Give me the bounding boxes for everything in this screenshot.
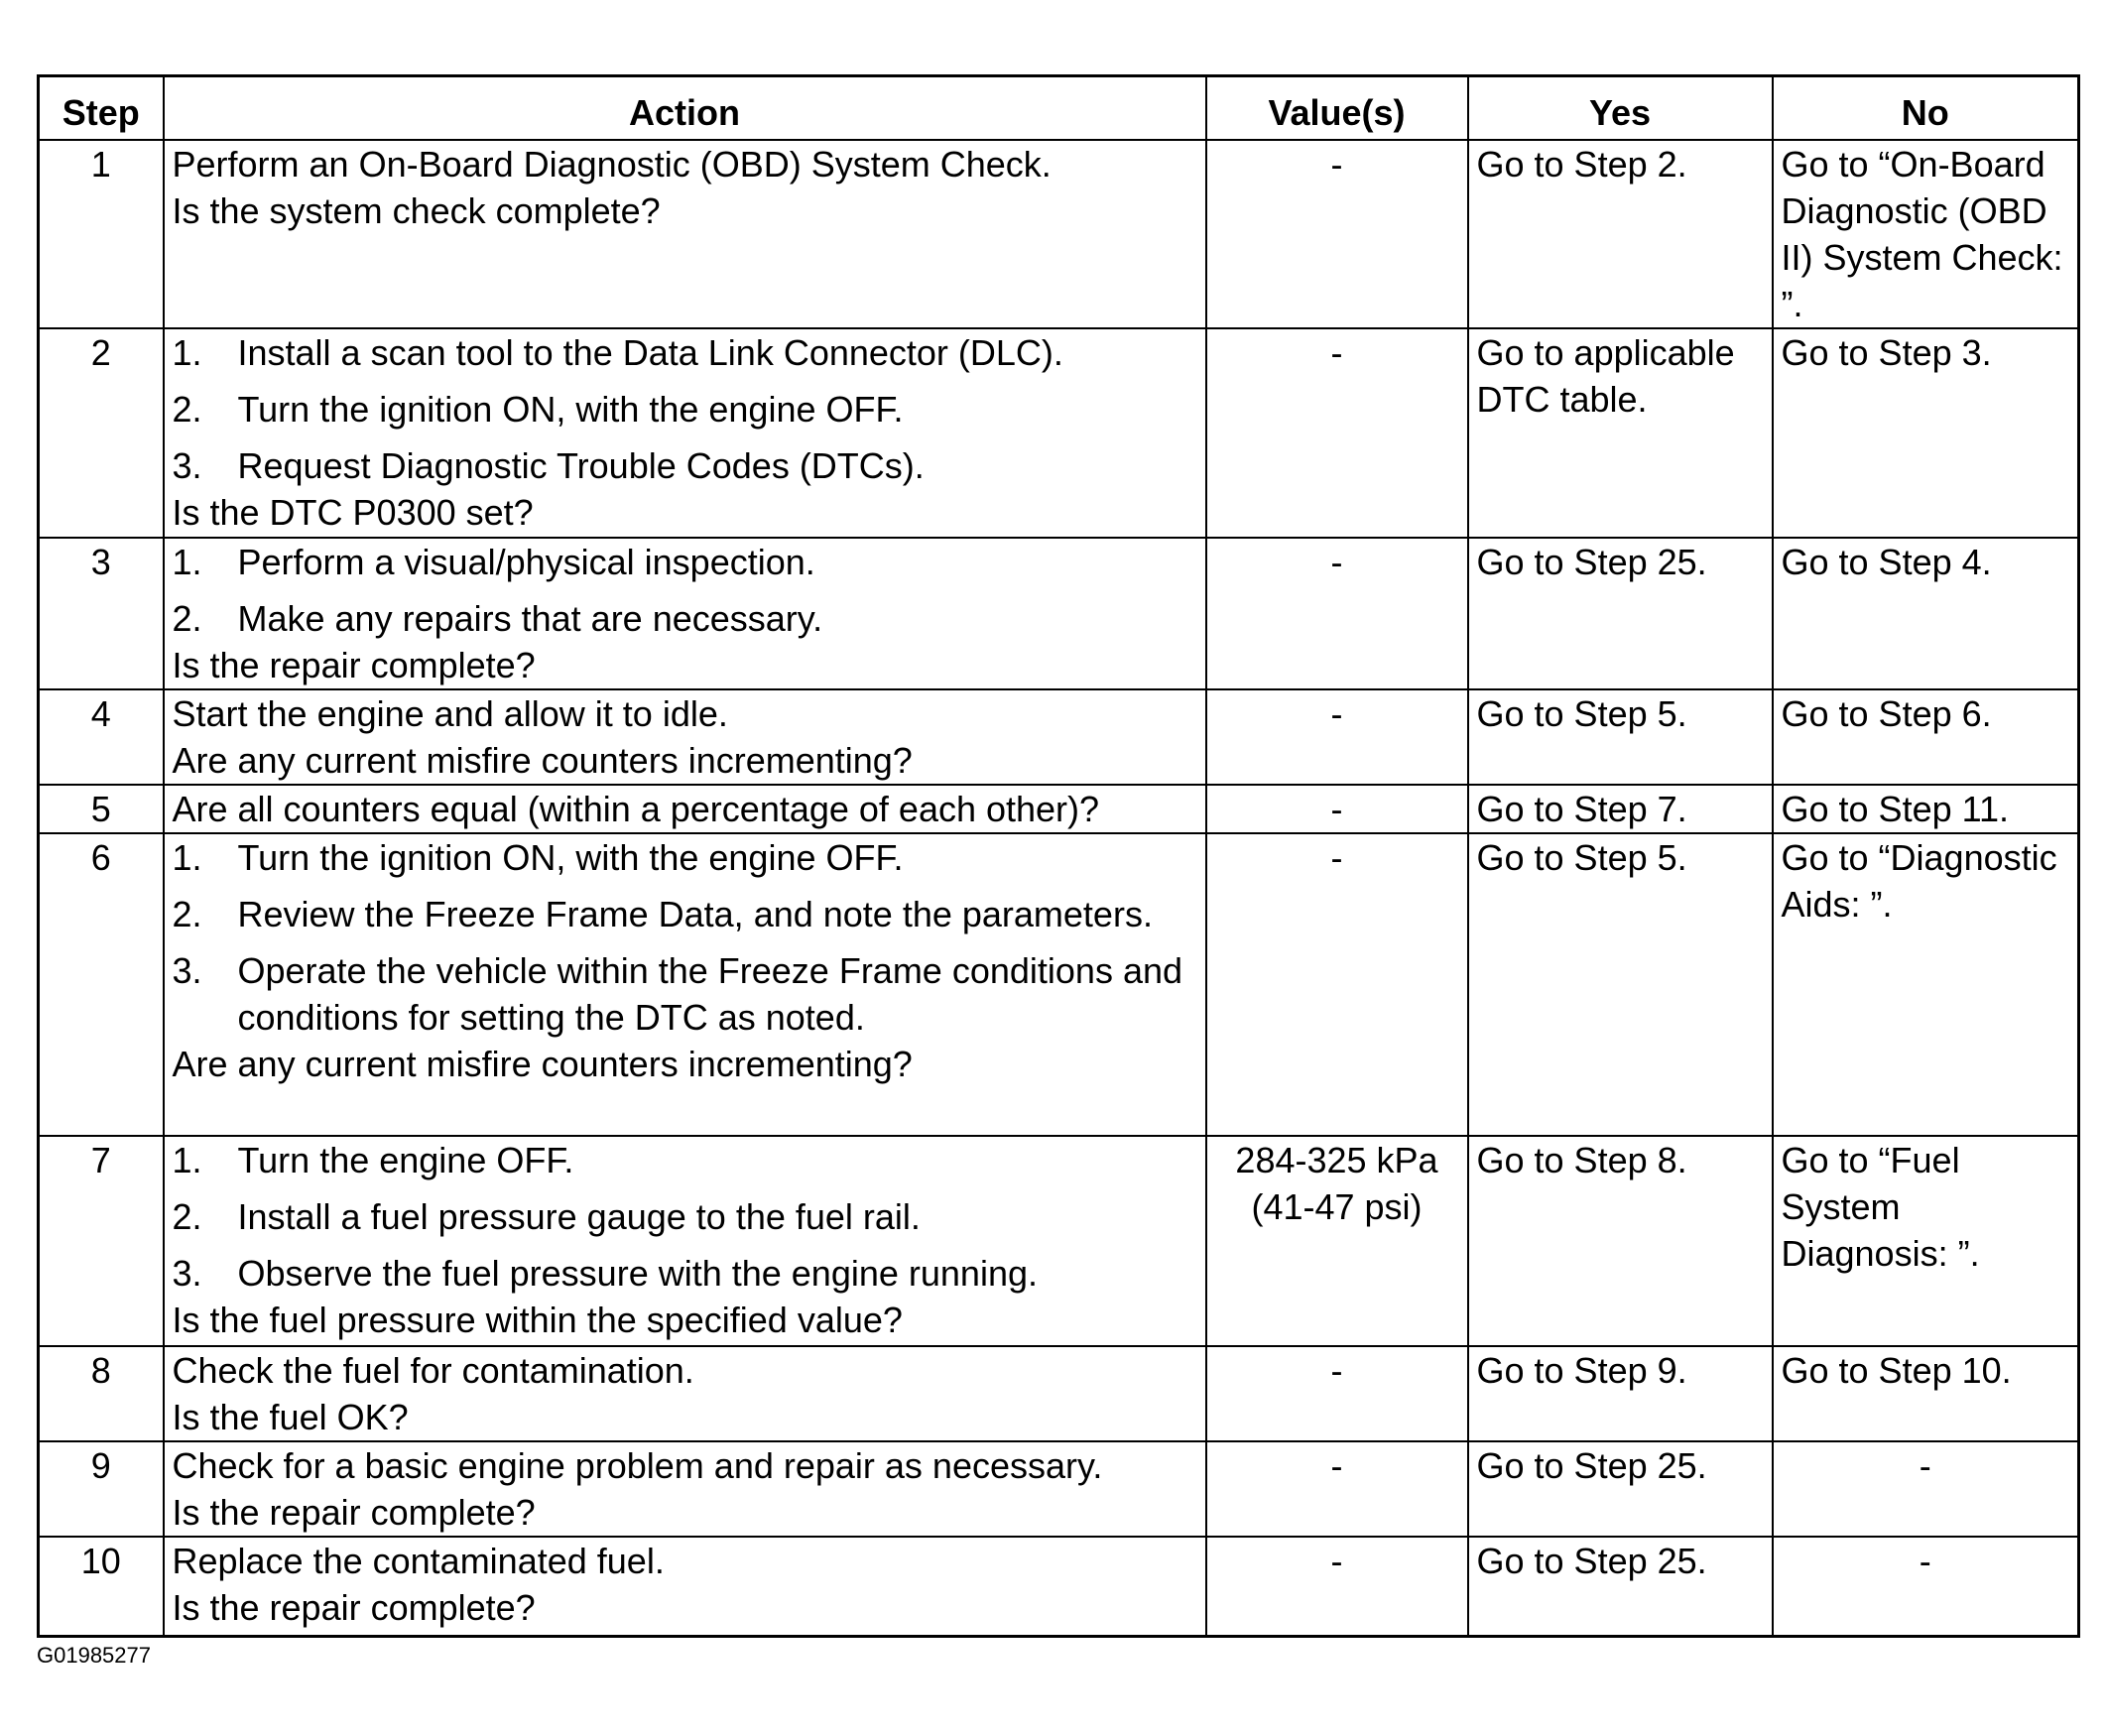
action-step-text: Request Diagnostic Trouble Codes (DTCs). <box>237 445 925 486</box>
step-number: 4 <box>39 689 164 785</box>
action-step-number: 1. <box>172 542 202 582</box>
table-row <box>39 1441 2079 1537</box>
action-step-item <box>173 595 1197 642</box>
step-number: 5 <box>39 785 164 833</box>
no-cell: Go to Step 11. <box>1773 785 2079 833</box>
action-step-number: 1. <box>172 332 202 373</box>
action-step-text: Install a fuel pressure gauge to the fuel rail. <box>237 1196 921 1237</box>
action-question: Is the DTC P0300 set? <box>172 492 534 533</box>
action-steps-list <box>173 329 1197 489</box>
value-cell: - <box>1206 140 1468 328</box>
action-steps-list <box>173 834 1197 1041</box>
table-row <box>39 140 2079 328</box>
table-row <box>39 785 2079 833</box>
action-question: Start the engine and allow it to idle. Are any current misfire counters incrementing? <box>172 693 913 781</box>
action-step-text: Turn the ignition ON, with the engine OFF. <box>237 389 904 430</box>
action-cell <box>164 1441 1206 1537</box>
yes-cell: Go to Step 25. <box>1468 538 1773 689</box>
action-step-item <box>173 1193 1197 1240</box>
header-row <box>39 76 2079 141</box>
action-step-number: 2. <box>172 389 202 430</box>
yes-cell: Go to Step 5. <box>1468 689 1773 785</box>
step-number: 9 <box>39 1441 164 1537</box>
table-row <box>39 833 2079 1136</box>
value-cell: 284-325 kPa (41-47 psi) <box>1206 1136 1468 1346</box>
table-body <box>39 140 2079 1636</box>
action-question: Perform an On-Board Diagnostic (OBD) System Check. Is the system check complete? <box>172 144 1052 231</box>
action-question: Are any current misfire counters incrementing? <box>172 1044 913 1084</box>
table-row <box>39 328 2079 538</box>
table-row <box>39 689 2079 785</box>
no-cell: - <box>1773 1537 2079 1636</box>
action-step-item <box>173 442 1197 489</box>
step-number: 8 <box>39 1346 164 1441</box>
value-cell: - <box>1206 785 1468 833</box>
figure-id: G01985277 <box>37 1643 151 1668</box>
action-step-number: 3. <box>172 1253 202 1294</box>
action-step-item <box>173 891 1197 937</box>
action-step-text: Make any repairs that are necessary. <box>237 598 823 639</box>
step-number: 6 <box>39 833 164 1136</box>
action-cell <box>164 785 1206 833</box>
no-cell: Go to “Diagnostic Aids: ”. <box>1773 833 2079 1136</box>
action-step-number: 1. <box>172 1140 202 1180</box>
action-step-text: Observe the fuel pressure with the engine running. <box>237 1253 1038 1294</box>
action-question: Is the repair complete? <box>172 645 536 685</box>
table-row <box>39 538 2079 689</box>
action-step-text: Operate the vehicle within the Freeze Frame conditions and conditions for setting the DTC as noted. <box>237 950 1183 1038</box>
no-cell: Go to “Fuel System Diagnosis: ”. <box>1773 1136 2079 1346</box>
action-cell <box>164 1537 1206 1636</box>
header-action: Action <box>164 76 1206 141</box>
action-steps-list <box>173 1137 1197 1297</box>
action-step-text: Install a scan tool to the Data Link Connector (DLC). <box>237 332 1063 373</box>
no-cell: Go to Step 4. <box>1773 538 2079 689</box>
diagnostic-table <box>37 74 2080 1638</box>
action-step-item <box>173 1250 1197 1297</box>
action-step-item <box>173 1137 1197 1183</box>
header-no: No <box>1773 76 2079 141</box>
action-cell <box>164 1136 1206 1346</box>
yes-cell: Go to Step 5. <box>1468 833 1773 1136</box>
action-cell <box>164 1346 1206 1441</box>
action-step-number: 1. <box>172 837 202 878</box>
yes-cell: Go to applicable DTC table. <box>1468 328 1773 538</box>
action-step-number: 2. <box>172 1196 202 1237</box>
action-question: Replace the contaminated fuel. Is the repair complete? <box>172 1541 665 1628</box>
diagnostic-table-container <box>37 74 2077 1638</box>
action-step-item <box>173 539 1197 585</box>
header-step: Step <box>39 76 164 141</box>
yes-cell: Go to Step 25. <box>1468 1441 1773 1537</box>
yes-cell: Go to Step 2. <box>1468 140 1773 328</box>
action-step-item <box>173 386 1197 433</box>
action-question: Check the fuel for contamination. Is the fuel OK? <box>172 1350 694 1437</box>
action-step-number: 3. <box>172 950 202 991</box>
action-steps-list <box>173 539 1197 642</box>
action-cell <box>164 538 1206 689</box>
table-row <box>39 1346 2079 1441</box>
action-step-text: Review the Freeze Frame Data, and note the parameters. <box>237 894 1153 934</box>
action-question: Check for a basic engine problem and repair as necessary. Is the repair complete? <box>172 1445 1103 1533</box>
no-cell: - <box>1773 1441 2079 1537</box>
table-row <box>39 1537 2079 1636</box>
no-cell: Go to “On-Board Diagnostic (OBD II) System Check: ”. <box>1773 140 2079 328</box>
action-step-number: 2. <box>172 894 202 934</box>
value-cell: - <box>1206 833 1468 1136</box>
action-step-item <box>173 947 1197 1041</box>
action-cell <box>164 689 1206 785</box>
no-cell: Go to Step 10. <box>1773 1346 2079 1441</box>
yes-cell: Go to Step 7. <box>1468 785 1773 833</box>
yes-cell: Go to Step 25. <box>1468 1537 1773 1636</box>
action-question: Is the fuel pressure within the specified value? <box>172 1300 903 1340</box>
action-step-text: Perform a visual/physical inspection. <box>237 542 815 582</box>
value-cell: - <box>1206 1346 1468 1441</box>
table-row <box>39 1136 2079 1346</box>
yes-cell: Go to Step 9. <box>1468 1346 1773 1441</box>
action-step-number: 3. <box>172 445 202 486</box>
header-yes: Yes <box>1468 76 1773 141</box>
step-number: 10 <box>39 1537 164 1636</box>
action-step-item <box>173 329 1197 376</box>
header-values: Value(s) <box>1206 76 1468 141</box>
action-step-text: Turn the engine OFF. <box>237 1140 574 1180</box>
action-cell <box>164 833 1206 1136</box>
action-step-item <box>173 834 1197 881</box>
value-cell: - <box>1206 328 1468 538</box>
action-cell <box>164 140 1206 328</box>
value-cell: - <box>1206 538 1468 689</box>
action-cell <box>164 328 1206 538</box>
action-step-number: 2. <box>172 598 202 639</box>
no-cell: Go to Step 6. <box>1773 689 2079 785</box>
action-question: Are all counters equal (within a percentage of each other)? <box>172 789 1100 829</box>
value-cell: - <box>1206 1441 1468 1537</box>
step-number: 2 <box>39 328 164 538</box>
value-cell: - <box>1206 1537 1468 1636</box>
step-number: 7 <box>39 1136 164 1346</box>
step-number: 3 <box>39 538 164 689</box>
action-step-text: Turn the ignition ON, with the engine OFF. <box>237 837 904 878</box>
value-cell: - <box>1206 689 1468 785</box>
yes-cell: Go to Step 8. <box>1468 1136 1773 1346</box>
no-cell: Go to Step 3. <box>1773 328 2079 538</box>
step-number: 1 <box>39 140 164 328</box>
